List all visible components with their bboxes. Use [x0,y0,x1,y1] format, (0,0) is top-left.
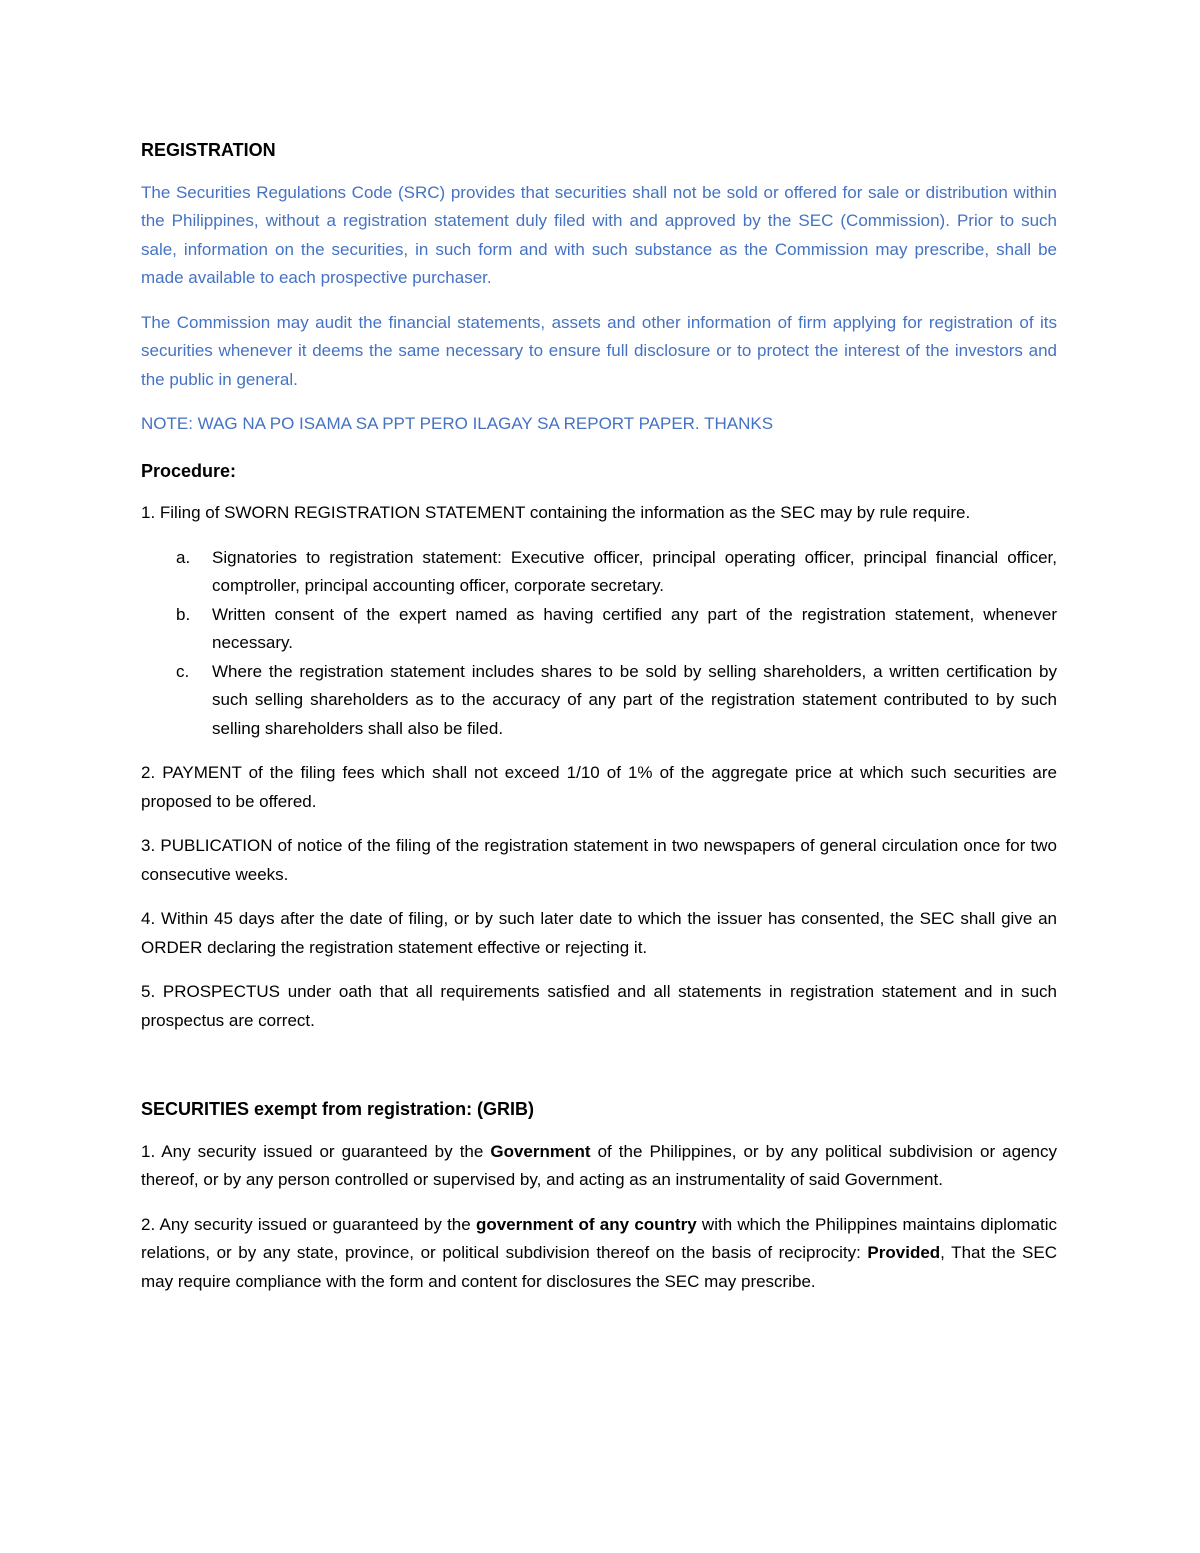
list-item [141,601,1057,658]
procedure-step-1: 1. Filing of SWORN REGISTRATION STATEMENT containing the information as the SEC may by rule require. [141,503,971,522]
exempt-item-1-post: of the Philippines, or by any political subdivision or agency thereof, or by any person controlled or supervised by, and acting as an instrumentality of said Government. [141,1141,1057,1189]
list-item [141,658,1057,744]
exempt-item-2-bold-2: Provided [867,1243,941,1262]
registration-paragraph-1: The Securities Regulations Code (SRC) provides that securities shall not be sold or offered for sale or distribution within the Philippines, without a registration statement duly filed with and approved by the SEC (Commission). Prior to such sale, information on the securities, in such form and with such substance as the Commission may prescribe, shall be made available to each prospective purchaser. [141,182,1057,287]
exempt-item-2-mid: with which the Philippines maintains diplomatic relations, or by any state, province, or political subdivision thereof on the basis of reciprocity: [141,1214,1057,1262]
exempt-item-1 [141,1138,1057,1195]
procedure-sub-list [141,544,1057,744]
exempt-item-2-pre: 2. Any security issued or guaranteed by the [141,1214,476,1234]
document-page [141,136,1057,1312]
sub-item-letter: a. [176,547,191,567]
procedure-step-3: 3. PUBLICATION of notice of the filing of the registration statement in two newspapers of general circulation once for two consecutive weeks. [141,836,1057,884]
procedure-step-5: 5. PROSPECTUS under oath that all requirements satisfied and all statements in registration statement and in such prospectus are correct. [141,982,1057,1030]
procedure-step-2: 2. PAYMENT of the filing fees which shall not exceed 1/10 of 1% of the aggregate price at which such securities are proposed to be offered. [141,763,1057,811]
registration-heading: REGISTRATION [141,140,276,160]
sub-item-text: Where the registration statement includes shares to be sold by selling shareholders, a written certification by such selling shareholders as to the accuracy of any part of the registration statement contributed to by such selling shareholders shall also be filed. [212,661,1057,738]
exempt-item-2-bold: government of any country [475,1214,697,1234]
procedure-heading: Procedure: [141,460,237,481]
section-spacer [141,1051,1057,1095]
list-item [141,544,1057,601]
registration-note: NOTE: WAG NA PO ISAMA SA PPT PERO ILAGAY SA REPORT PAPER. THANKS [141,414,774,433]
sub-item-letter: c. [176,661,190,681]
exempt-item-2-post: , That the SEC may require compliance with the form and content for disclosures the SEC may prescribe. [141,1243,1057,1291]
exempt-item-1-pre: 1. Any security issued or guaranteed by the [141,1141,491,1161]
registration-paragraph-2: The Commission may audit the financial statements, assets and other information of firm applying for registration of its securities whenever it deems the same necessary to ensure full disclosure or to protect the interest of the investors and the public in general. [141,312,1057,389]
procedure-step-4: 4. Within 45 days after the date of filing, or by such later date to which the issuer has consented, the SEC shall give an ORDER declaring the registration statement effective or rejecting it. [141,909,1057,957]
exempt-item-2 [141,1211,1057,1297]
exempt-item-1-bold: Government [490,1141,591,1161]
sub-item-text: Written consent of the expert named as having certified any part of the registration statement, whenever necessary. [212,604,1057,652]
exempt-heading: SECURITIES exempt from registration: (GRIB) [141,1099,535,1119]
sub-item-text: Signatories to registration statement: Executive officer, principal operating officer, principal financial officer, comptroller, principal accounting officer, corporate secretary. [212,547,1057,595]
sub-item-letter: b. [176,604,191,624]
